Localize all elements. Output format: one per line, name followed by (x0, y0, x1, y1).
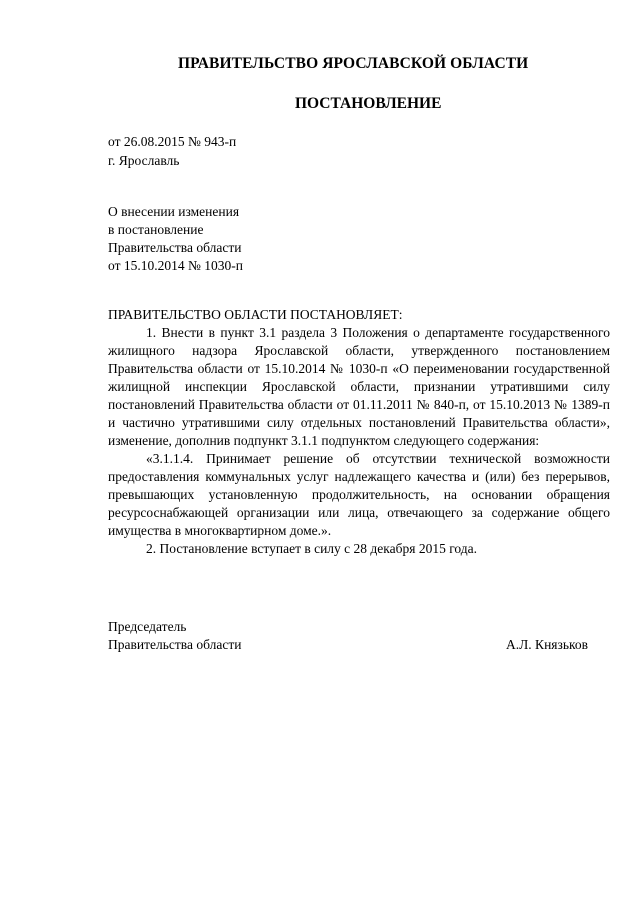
document-meta (108, 132, 236, 170)
resolution-item-1: 1. Внести в пункт 3.1 раздела 3 Положения о департаменте государственного жилищного надзора Ярославской области, утвержденного постановлением Правительства области от 15.10.2014 № 1030-п «О переименовании государственной жилищной инспекции Ярославской области, признании утратившими силу постановлений Правительства области от 01.11.2011 № 840-п, от 15.10.2013 № 1389-п и частично утратившими силу отдельных постановлений Правительства области», изменение, дополнив подпункт 3.1.1 подпунктом следующего содержания: (108, 325, 610, 448)
subject-line: Правительства области (108, 240, 242, 255)
signatory-position-line2: Правительства области (108, 637, 242, 652)
organization-title: ПРАВИТЕЛЬСТВО ЯРОСЛАВСКОЙ ОБЛАСТИ (178, 55, 529, 72)
city: г. Ярославль (108, 153, 180, 168)
subject-line: от 15.10.2014 № 1030-п (108, 258, 243, 273)
signatory-name: А.Л. Князьков (506, 637, 588, 652)
signature-block (108, 618, 588, 654)
resolution-item-2: 2. Постановление вступает в силу с 28 декабря 2015 года. (146, 541, 477, 556)
date-number: от 26.08.2015 № 943-п (108, 134, 237, 149)
document-body (108, 306, 610, 558)
subject-line: в постановление (108, 222, 204, 237)
signatory-position-line1: Председатель (108, 619, 187, 634)
resolution-item-1-quote: «3.1.1.4. Принимает решение об отсутствии технической возможности предоставления коммунальных услуг надлежащего качества и (или) без перерывов, превышающих установленную продолжительность, на основании обращения ресурсоснабжающей организации или лица, отвечающего за содержание общего имущества в многоквартирном доме.». (108, 451, 610, 538)
signature-row (108, 636, 588, 654)
subject-line: О внесении изменения (108, 204, 240, 219)
resolution-lead: ПРАВИТЕЛЬСТВО ОБЛАСТИ ПОСТАНОВЛЯЕТ: (108, 307, 403, 322)
document-type: ПОСТАНОВЛЕНИЕ (295, 95, 442, 112)
document-subject (108, 203, 243, 275)
